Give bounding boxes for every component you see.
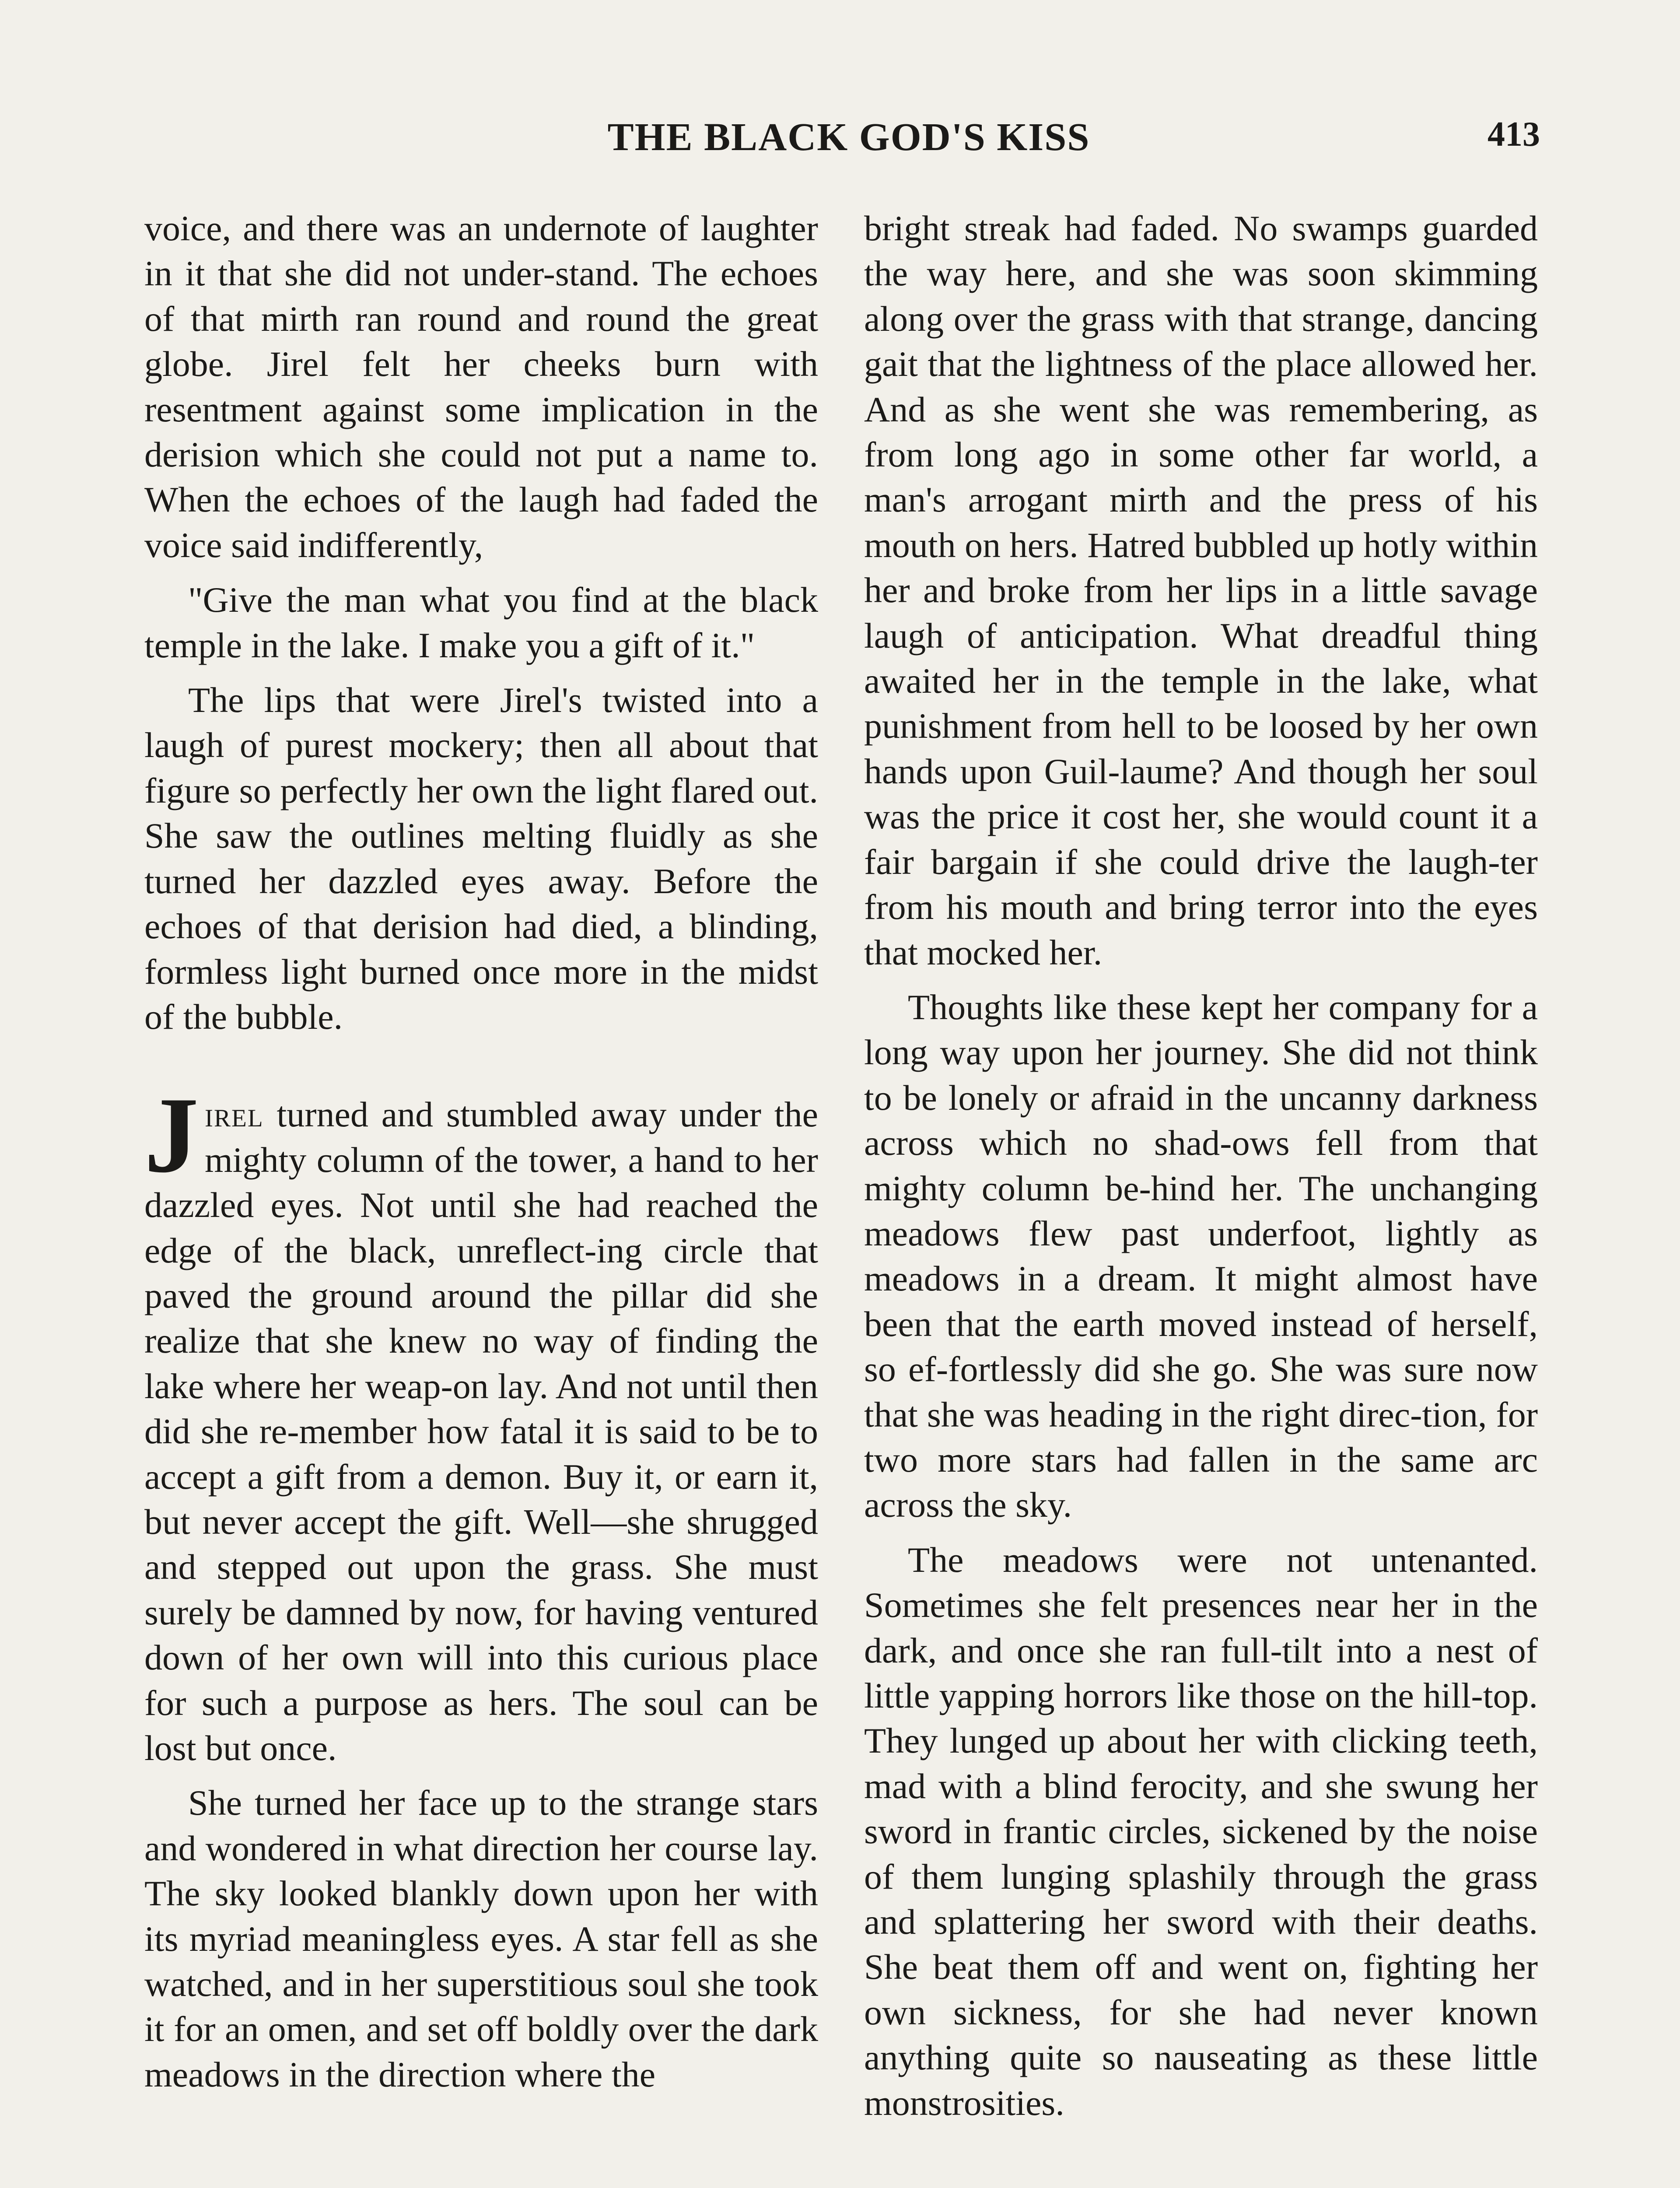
running-head-title: THE BLACK GOD'S KISS: [607, 116, 1090, 159]
paragraph: She turned her face up to the strange stars and wondered in what direction her course lay. The sky looked blankly down upon her with its myriad meaningless eyes. A star fell as she watched, and in her superstitious soul she took it for an omen, and set off boldly over the dark meadows in the direction where the: [144, 1783, 818, 2094]
paragraph: "Give the man what you find at the black temple in the lake. I make you a gift of it.": [144, 580, 818, 665]
paragraph: The lips that were Jirel's twisted into a laugh of purest mockery; then all about that figure so perfectly her own the light flared out. She saw the outlines melting fluidly as she turned her dazzled eyes away. Before the echoes of that derision had died, a blinding, formless light burned once more in the midst of the bubble.: [144, 680, 818, 1037]
page-number: 413: [1488, 115, 1540, 154]
paragraph: bright streak had faded. No swamps guarded the way here, and she was soon skimming along over the grass with that strange, dancing gait that the lightness of the place allowed her. And as she went she was remembering, as from long ago in some other far world, a man's arrogant mirth and the press of his mouth on hers. Hatred bubbled up hotly within her and broke from her lips in a little savage laugh of anticipation. What dreadful thing awaited her in the temple in the lake, what punishment from hell to be loosed by her own hands upon Guil-laume? And though her soul was the price it cost her, she would count it a fair bargain if she could drive the laugh-ter from his mouth and bring terror into the eyes that mocked her.: [864, 208, 1538, 972]
section-opening-paragraph: [144, 1075, 818, 1771]
left-text-column: [144, 206, 818, 2188]
paragraph-text: turned and stumbled away under the mighty column of the tower, a hand to her dazzled eyes. Not until she had reached the edge of the black, unreflect-ing circle that paved the ground around the pillar did she realize that she knew no way of finding the lake where her weap-on lay. And not until then did she re-member how fatal it is said to be to accept a gift from a demon. Buy it, or earn it, but never accept the gift. Well—she shrugged and stepped out upon the grass. She must surely be damned by now, for having ventured down of her own will into this curious place for such a purpose as hers. The soul can be lost but once.: [144, 1094, 818, 1768]
small-caps-lead: irel: [205, 1094, 264, 1135]
paragraph: The meadows were not untenanted. Sometimes she felt presences near her in the dark, and once she ran full-tilt into a nest of little yapping horrors like those on the hill-top. They lunged up about her with clicking teeth, mad with a blind ferocity, and she swung her sword in frantic circles, sickened by the noise of them lunging splashily through the grass and splattering her sword with their deaths. She beat them off and went on, fighting her own sickness, for she had never known anything quite so nauseating as these little monstrosities.: [864, 1539, 1538, 2123]
drop-cap: J: [144, 1075, 199, 1196]
paragraph: voice, and there was an undernote of laughter in it that she did not under-stand. The echoes of that mirth ran round and round the great globe. Jirel felt her cheeks burn with resentment against some implication in the derision which she could not put a name to. When the echoes of the laugh had faded the voice said indifferently,: [144, 208, 818, 565]
right-text-column: [864, 206, 1538, 2188]
paragraph: Thoughts like these kept her company for a long way upon her journey. She did not think to be lonely or afraid in the uncanny darkness across which no shad-ows fell from that mighty column be-hind her. The unchanging meadows flew past underfoot, lightly as meadows in a dream. It might almost have been that the earth moved instead of herself, so ef-fortlessly did she go. She was sure now that she was heading in the right direc-tion, for two more stars had fallen in the same arc across the sky.: [864, 987, 1538, 1525]
